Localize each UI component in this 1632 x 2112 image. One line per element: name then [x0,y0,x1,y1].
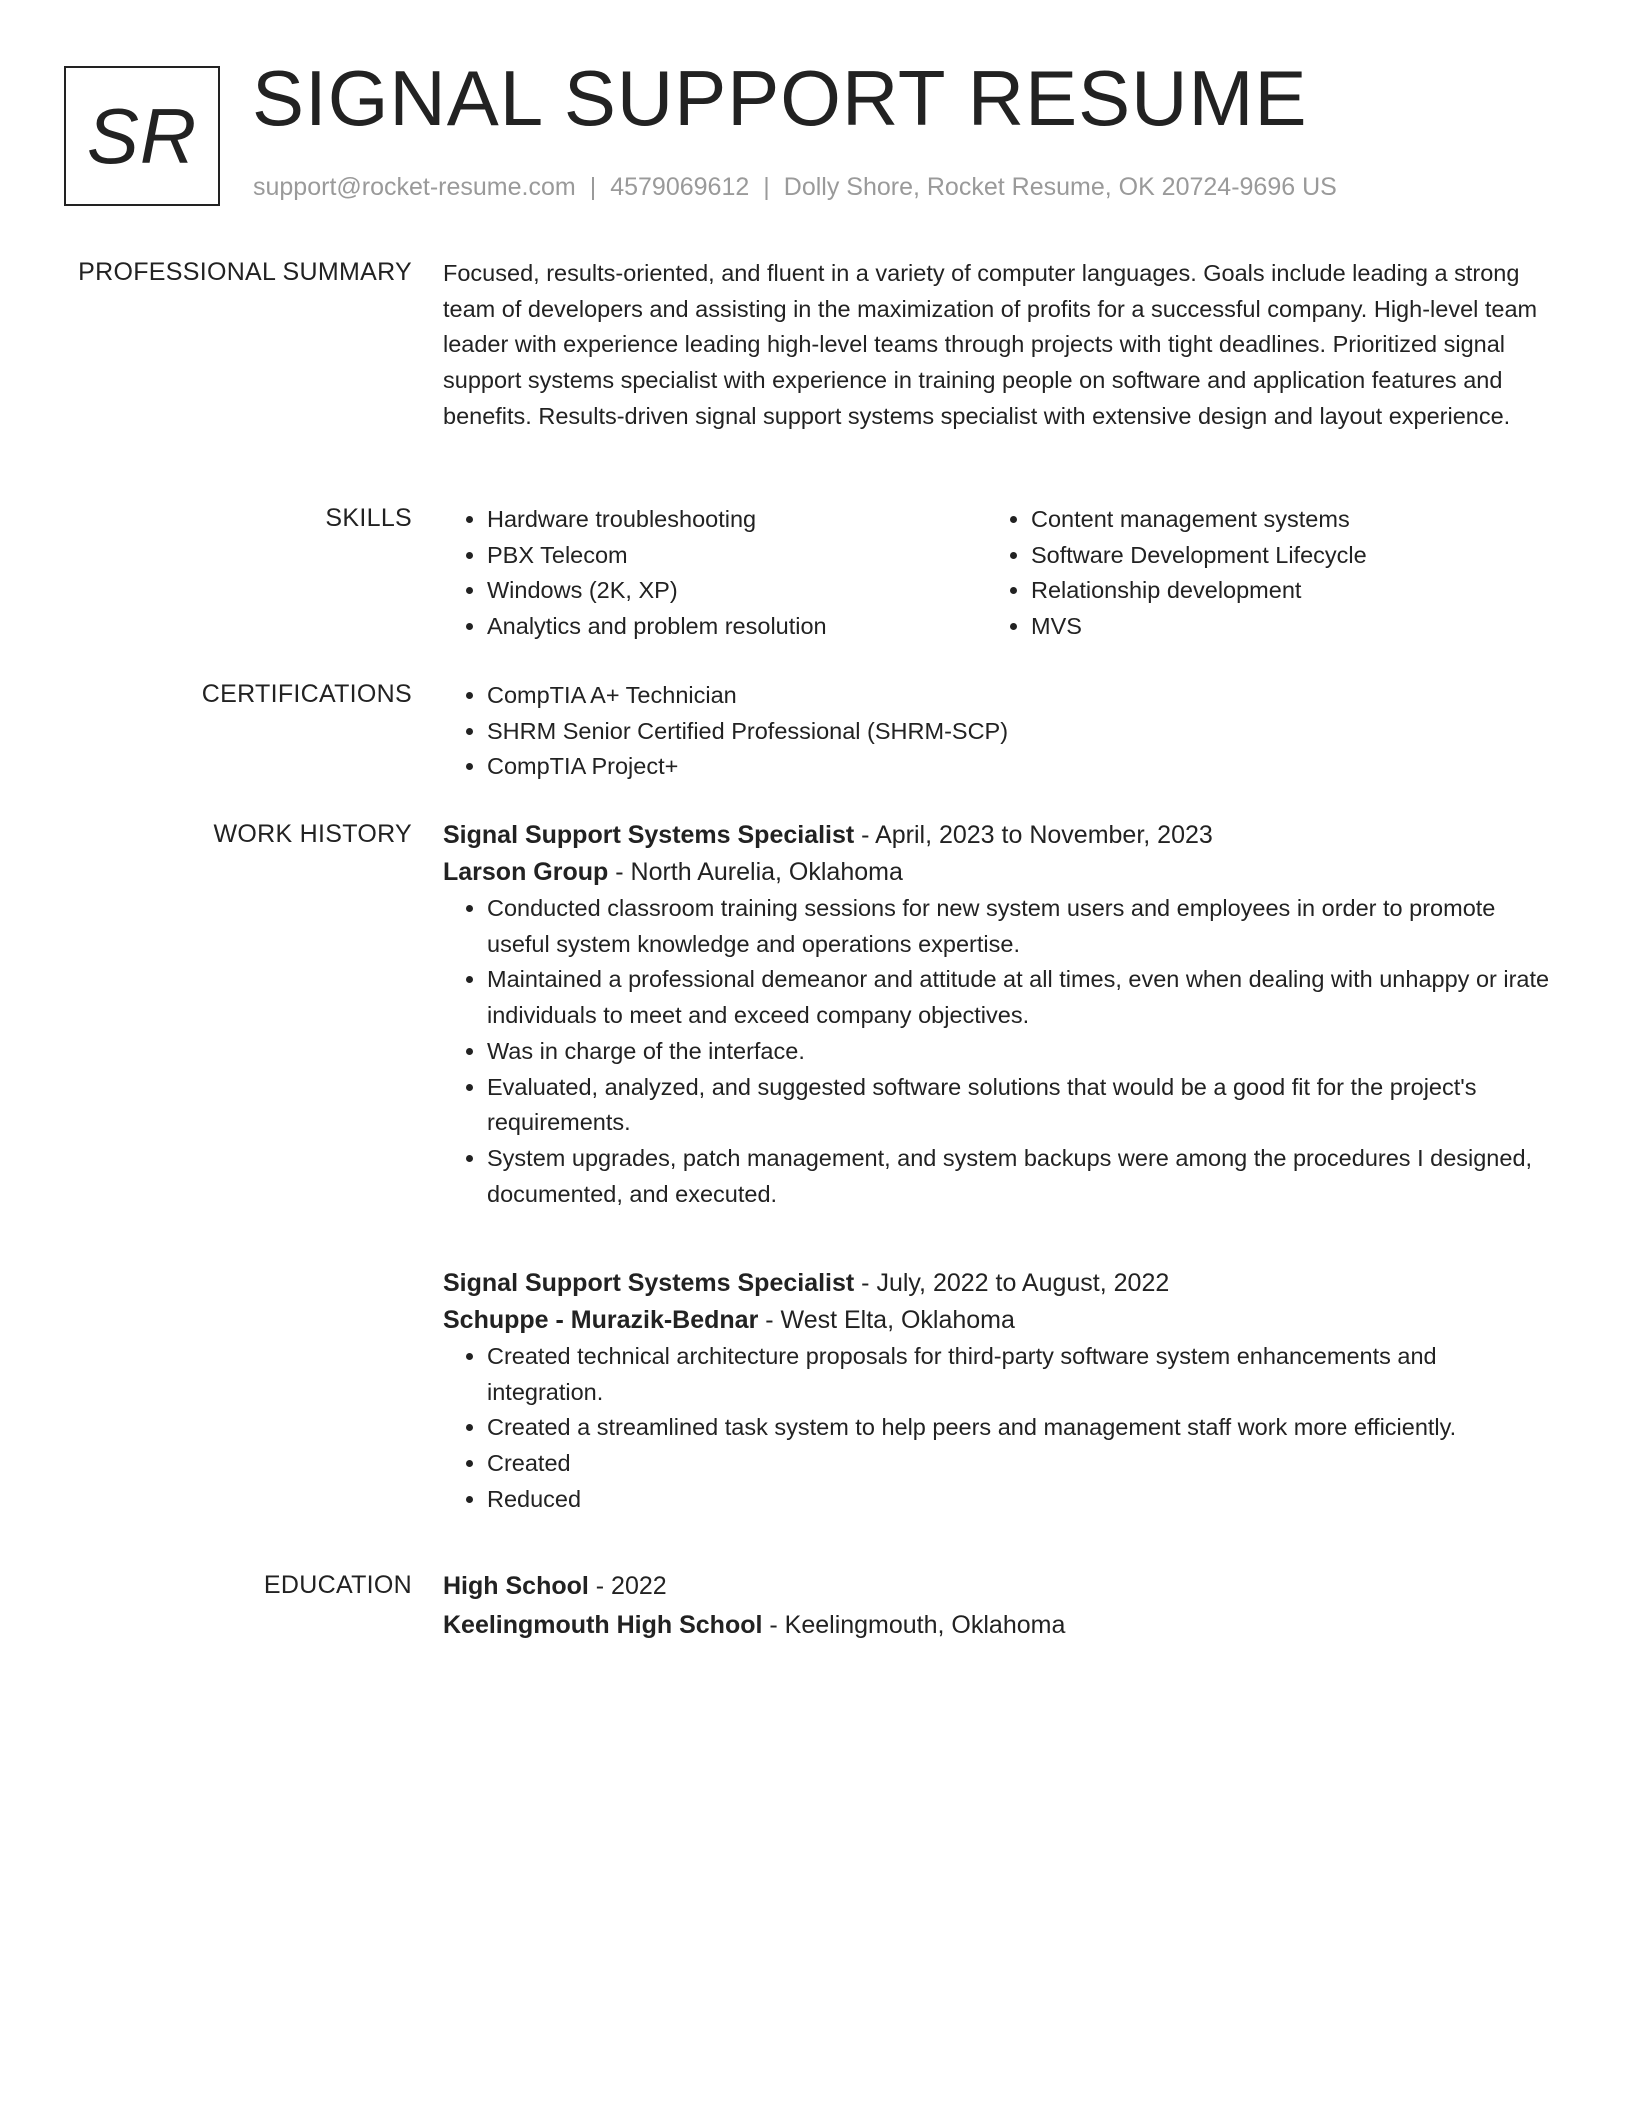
skill-item: • Analytics and problem resolution [487,609,987,645]
skills-list-right [987,502,1531,645]
job-title: Signal Support Systems Specialist [443,1269,855,1297]
education-section [443,1568,1553,1644]
section-label-work-history: WORK HISTORY [213,820,412,848]
section-label-summary: PROFESSIONAL SUMMARY [78,258,412,286]
skills-list-left [443,502,987,645]
education-degree: High School [443,1572,589,1600]
certification-item: • CompTIA Project+ [487,749,1553,785]
education-school-line [443,1607,1553,1644]
skill-item: • Hardware troubleshooting [487,502,987,538]
skill-item: • Content management systems [1031,502,1531,538]
job-company-line [443,854,1553,891]
job-dates: - April, 2023 to November, 2023 [854,821,1213,849]
job-bullet: • Created technical architecture proposals for third-party software system enhancements and integration. [487,1339,1553,1410]
monogram-logo: SR [64,66,220,206]
job-dates: - July, 2022 to August, 2022 [854,1269,1170,1297]
job-location: - West Elta, Oklahoma [758,1306,1015,1334]
job-bullet: • Conducted classroom training sessions for new system users and employees in order to promote useful system knowledge and operations expertise. [487,891,1553,962]
job-bullet: • Reduced [487,1482,1553,1518]
certification-item: • CompTIA A+ Technician [487,678,1553,714]
skills-grid [443,502,1553,645]
skill-item: • Windows (2K, XP) [487,573,987,609]
job-bullet-list [443,1339,1553,1518]
job-bullet: • Created a streamlined task system to help peers and management staff work more efficiently. [487,1410,1553,1446]
job-company: Larson Group [443,858,609,886]
skill-item: • Software Development Lifecycle [1031,538,1531,574]
job-company-line [443,1302,1553,1339]
work-job-1 [443,817,1553,1212]
job-title-line [443,817,1553,854]
certification-item: • SHRM Senior Certified Professional (SHRM-SCP) [487,714,1553,750]
contact-separator: | [763,173,770,201]
summary-section [443,256,1553,435]
certifications-list [443,678,1553,785]
job-bullet: • Evaluated, analyzed, and suggested software solutions that would be a good fit for the project's requirements. [487,1070,1553,1141]
skills-section [443,502,1553,645]
section-label-skills: SKILLS [325,504,412,532]
contact-phone[interactable]: 4579069612 [610,173,750,201]
section-label-certifications: CERTIFICATIONS [201,680,412,708]
job-title: Signal Support Systems Specialist [443,821,855,849]
job-bullet: • Created [487,1446,1553,1482]
summary-text: Focused, results-oriented, and fluent in a variety of computer languages. Goals include leading a strong team of developers and assisting in the maximization of profits for a successful company. High-level team leader with experience leading high-level teams through projects with tight deadlines. Prioritized signal support systems specialist with experience in training people on software and application features and benefits. Results-driven signal support systems specialist with extensive design and layout experience. [443,260,1538,429]
contact-email[interactable]: support@rocket-resume.com [253,173,576,201]
contact-line [253,173,1337,202]
job-bullet: • System upgrades, patch management, and system backups were among the procedures I designed, documented, and executed. [487,1141,1553,1212]
contact-separator: | [589,173,597,201]
education-year: - 2022 [588,1572,667,1600]
page-title: SIGNAL SUPPORT RESUME [252,54,1308,142]
education-degree-line [443,1568,1553,1605]
education-location: - Keelingmouth, Oklahoma [762,1611,1066,1639]
skill-item: • Relationship development [1031,573,1531,609]
job-company: Schuppe - Murazik-Bednar [443,1306,759,1334]
job-location: - North Aurelia, Oklahoma [608,858,903,886]
job-title-line [443,1265,1553,1302]
job-bullet: • Was in charge of the interface. [487,1034,1553,1070]
work-job-2 [443,1265,1553,1518]
job-bullet-list [443,891,1553,1212]
skill-item: • PBX Telecom [487,538,987,574]
section-label-education: EDUCATION [263,1571,412,1599]
certifications-section [443,678,1553,785]
education-school: Keelingmouth High School [443,1611,763,1639]
contact-address: Dolly Shore, Rocket Resume, OK 20724-9696 US [783,173,1337,201]
skill-item: • MVS [1031,609,1531,645]
job-bullet: • Maintained a professional demeanor and attitude at all times, even when dealing with unhappy or irate individuals to meet and exceed company objectives. [487,962,1553,1033]
